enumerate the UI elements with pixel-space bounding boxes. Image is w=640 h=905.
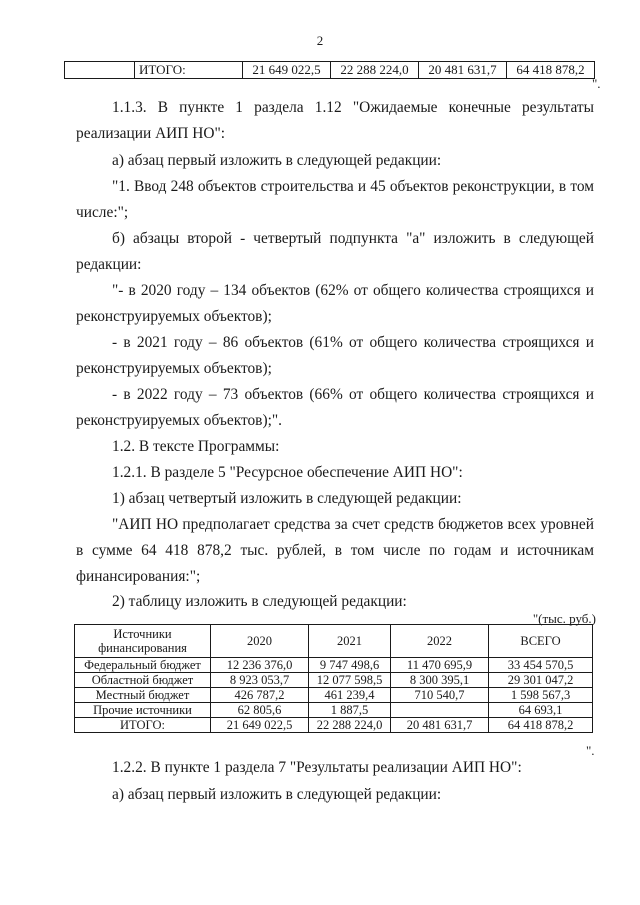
table-cell: Прочие источники <box>75 703 211 718</box>
table-cell: 1 887,5 <box>309 703 391 718</box>
paragraph-line: "АИП НО предполагает средства за счет средств бюджетов всех уровней <box>112 516 594 533</box>
table-cell: 22 288 224,0 <box>331 62 419 79</box>
table-row <box>65 62 595 79</box>
paragraph-line: числе:"; <box>76 204 129 221</box>
table-cell: Местный бюджет <box>75 688 211 703</box>
table-cell: 11 470 695,9 <box>391 658 489 673</box>
paragraph-line: реконструируемых объектов); <box>76 308 272 325</box>
paragraph-line: 1.2.2. В пункте 1 раздела 7 "Результаты реализации АИП НО": <box>112 759 522 776</box>
table-cell: 8 923 053,7 <box>211 673 309 688</box>
paragraph-line: финансирования:"; <box>76 568 201 585</box>
paragraph-line: в сумме 64 418 878,2 тыс. рублей, в том числе по годам и источникам <box>76 542 594 559</box>
paragraph-line: 1.2. В тексте Программы: <box>112 438 280 455</box>
closing-quote-mark: ". <box>586 743 595 758</box>
table-cell: Федеральный бюджет <box>75 658 211 673</box>
paragraph-line: - в 2022 году – 73 объектов (66% от общего количества строящихся и <box>112 386 594 403</box>
table-row <box>75 673 593 688</box>
table-cell: ИТОГО: <box>75 718 211 733</box>
finance-table <box>74 624 593 733</box>
table-cell: 461 239,4 <box>309 688 391 703</box>
paragraph-line: 1.2.1. В разделе 5 "Ресурсное обеспечение АИП НО": <box>112 464 463 481</box>
table-row <box>75 658 593 673</box>
column-header: ВСЕГО <box>489 625 593 658</box>
table-cell: 710 540,7 <box>391 688 489 703</box>
table-cell: 12 236 376,0 <box>211 658 309 673</box>
column-header: 2022 <box>391 625 489 658</box>
page-number: 2 <box>316 33 324 48</box>
paragraph-line: "- в 2020 году – 134 объектов (62% от общего количества строящихся и <box>112 282 594 299</box>
table-cell: 9 747 498,6 <box>309 658 391 673</box>
paragraph-line: - в 2021 году – 86 объектов (61% от общего количества строящихся и <box>112 334 594 351</box>
table-cell: 22 288 224,0 <box>309 718 391 733</box>
table-cell: 64 693,1 <box>489 703 593 718</box>
paragraph-line: реализации АИП НО": <box>76 125 226 142</box>
paragraph-line: б) абзацы второй - четвертый подпункта "а" изложить в следующей <box>112 230 594 247</box>
paragraph-line: а) абзац первый изложить в следующей редакции: <box>112 152 442 169</box>
table-cell: 29 301 047,2 <box>489 673 593 688</box>
table-cell: 64 418 878,2 <box>507 62 595 79</box>
paragraph-line: 2) таблицу изложить в следующей редакции: <box>112 593 407 610</box>
table-cell: Областной бюджет <box>75 673 211 688</box>
table-cell: 20 481 631,7 <box>391 718 489 733</box>
column-header: Источники финансирования <box>75 625 211 658</box>
paragraph-line: реконструируемых объектов);". <box>76 412 282 429</box>
table-header-row <box>75 625 593 658</box>
table-cell: ИТОГО: <box>135 62 243 79</box>
carryover-total-table <box>64 61 595 79</box>
table-cell: 8 300 395,1 <box>391 673 489 688</box>
table-cell: 12 077 598,5 <box>309 673 391 688</box>
table-row <box>75 703 593 718</box>
table-cell: 64 418 878,2 <box>489 718 593 733</box>
table-total-row <box>75 718 593 733</box>
paragraph-line: редакции: <box>76 256 142 273</box>
paragraph-line: 1.1.3. В пункте 1 раздела 1.12 "Ожидаемые конечные результаты <box>112 99 594 116</box>
table-row <box>75 688 593 703</box>
table-cell: 62 805,6 <box>211 703 309 718</box>
paragraph-line: "1. Ввод 248 объектов строительства и 45 объектов реконструкции, в том <box>112 178 594 195</box>
table-cell: 21 649 022,5 <box>211 718 309 733</box>
table-cell <box>391 703 489 718</box>
table-cell: 33 454 570,5 <box>489 658 593 673</box>
table-cell <box>65 62 135 79</box>
paragraph-line: 1) абзац четвертый изложить в следующей редакции: <box>112 490 462 507</box>
closing-quote-mark: ". <box>592 76 601 91</box>
paragraph-line: а) абзац первый изложить в следующей редакции: <box>112 786 442 803</box>
table-cell: 426 787,2 <box>211 688 309 703</box>
column-header: 2021 <box>309 625 391 658</box>
table-cell: 21 649 022,5 <box>243 62 331 79</box>
column-header: 2020 <box>211 625 309 658</box>
unit-label: "(тыс. руб.) <box>532 611 596 626</box>
paragraph-line: реконструируемых объектов); <box>76 360 272 377</box>
table-cell: 20 481 631,7 <box>419 62 507 79</box>
table-cell: 1 598 567,3 <box>489 688 593 703</box>
